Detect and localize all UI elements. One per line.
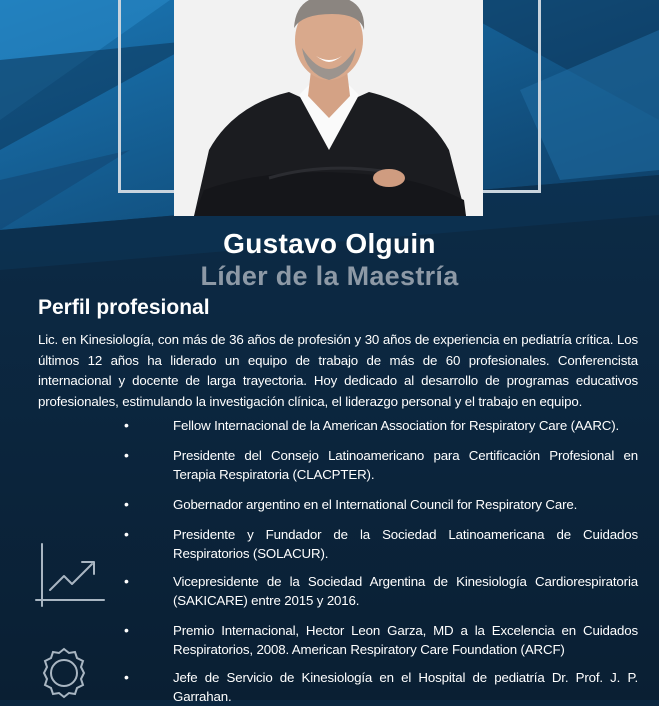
bio-paragraph: Lic. en Kinesiología, con más de 36 años de profesión y 30 años de experiencia en pediatría crítica. Los últimos 12 años ha liderado un equipo de trabajo de más de 60 profesionales. Conferencista internacional y docente de larga trayectoria. Hoy dedicado al desarrollo de programas educativos profesionales, estimulando la investigación clínica, el liderazgo personal y el trabajo en equipo. <box>38 332 638 409</box>
award-medal-icon <box>36 645 92 701</box>
achievement-text: Gobernador argentino en el International Council for Respiratory Care. <box>173 497 578 512</box>
bullet-icon: • <box>124 496 129 512</box>
bullet-icon: • <box>124 417 129 433</box>
achievement-text: Presidente del Consejo Latinoamericano para Certificación Profesional en Terapia Respiratoria (CLACPTER). <box>173 448 638 482</box>
achievement-text: Presidente y Fundador de la Sociedad Latinoamericana de Cuidados Respiratorios (SOLACUR). <box>173 527 638 561</box>
bullet-icon: • <box>124 526 129 542</box>
achievement-text: Premio Internacional, Hector Leon Garza, MD a la Excelencia en Cuidados Respiratorios, 2008. American Respiratory Care Foundation (ARCF) <box>173 623 638 657</box>
portrait-photo <box>174 0 483 216</box>
bullet-icon: • <box>124 447 129 463</box>
growth-chart-icon <box>34 540 106 612</box>
bullet-icon: • <box>124 622 129 638</box>
achievement-text: Fellow Internacional de la American Association for Respiratory Care (AARC). <box>173 418 620 433</box>
bullet-icon: • <box>124 669 129 685</box>
achievement-text: Vicepresidente de la Sociedad Argentina de Kinesiología Cardiorespiratoria (SAKICARE) entre 2015 y 2016. <box>173 574 638 608</box>
achievement-text: Jefe de Servicio de Kinesiología en el Hospital de pediatría Dr. Prof. J. P. Garrahan. <box>173 670 638 704</box>
section-title: Perfil profesional <box>38 296 210 319</box>
person-name: Gustavo Olguin <box>223 228 436 259</box>
bullet-icon: • <box>124 573 129 589</box>
person-role: Líder de la Maestría <box>200 261 459 291</box>
